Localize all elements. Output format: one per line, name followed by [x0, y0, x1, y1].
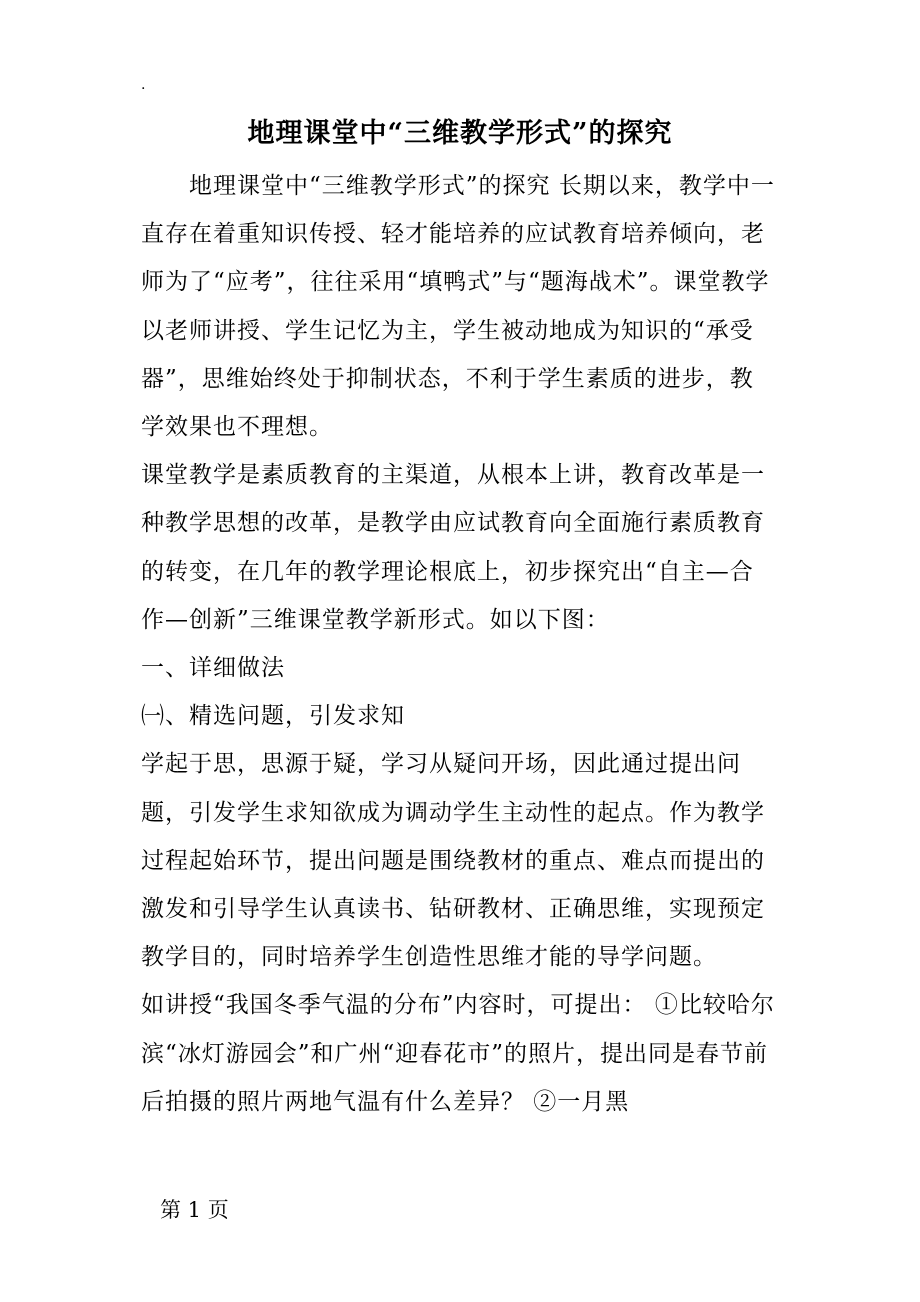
paragraph-questions: 学起于思，思源于疑，学习从疑问开场，因此通过提出问题，引发学生求知欲成为调动学生主动性的起点。作为教学过程起始环节，提出问题是围绕教材的重点、难点而提出的激发和引导学生认真读书、钻研教材、正确思维，实现预定教学目的，同时培养学生创造性思维才能的导学问题。 [141, 751, 765, 971]
paragraph-intro: 地理课堂中“三维教学形式”的探究 长期以来，教学中一直存在着重知识传授、轻才能培养的应试教育培养倾向，老师为了“应考”，往往采用“填鸭式”与“题海战术”。课堂教学以老师讲授、学生记忆为主，学生被动地成为知识的“承受器”，思维始终处于抑制状态，不利于学生素质的进步，教学效果也不理想。 [141, 173, 775, 441]
document-title: 地理课堂中“三维教学形式”的探究 [247, 118, 673, 149]
header-mark: . [141, 77, 146, 93]
paragraph-example: 如讲授“我国冬季气温的分布”内容时，可提出： ①比较哈尔滨“冰灯游园会”和广州“迎春花市”的照片，提出同是春节前后拍摄的照片两地气温有什么差异？ ②一月黑 [141, 992, 775, 1115]
subsection-heading: ㈠、精选问题，引发求知 [141, 703, 405, 730]
page-number: 第 1 页 [160, 1198, 229, 1222]
document-body [141, 162, 777, 1126]
section-heading: 一、详细做法 [141, 655, 285, 682]
paragraph-reform: 课堂教学是素质教育的主渠道，从根本上讲，教育改革是一种教学思想的改革，是教学由应试教育向全面施行素质教育的转变，在几年的教学理论根底上，初步探究出“自主—合作—创新”三维课堂教学新形式。如以下图： [141, 462, 765, 633]
